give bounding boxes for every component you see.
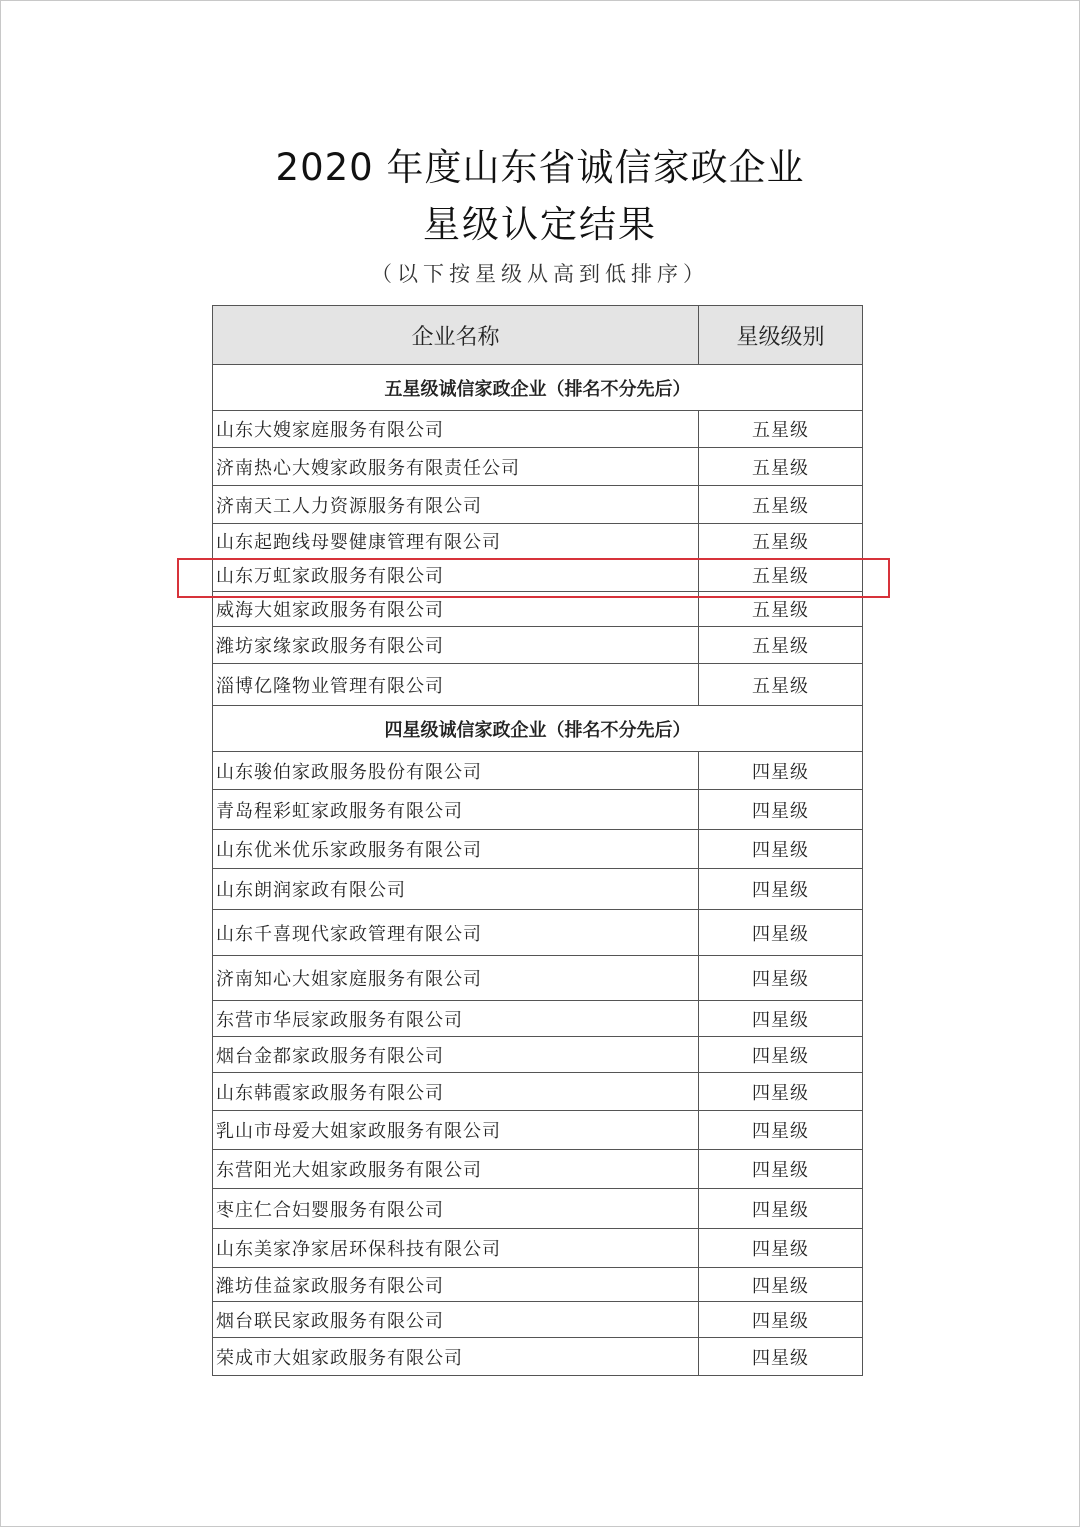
company-name-cell: 威海大姐家政服务有限公司 [213, 592, 699, 627]
star-level-cell: 五星级 [699, 524, 863, 559]
company-name-cell: 山东千喜现代家政管理有限公司 [213, 910, 699, 956]
company-name-cell: 东营阳光大姐家政服务有限公司 [213, 1150, 699, 1189]
company-name-cell: 山东朗润家政有限公司 [213, 869, 699, 910]
company-name-cell: 济南知心大姐家庭服务有限公司 [213, 956, 699, 1001]
star-level-cell: 四星级 [699, 830, 863, 869]
star-level-cell: 四星级 [699, 1229, 863, 1268]
document-subtitle: （以下按星级从高到低排序） [371, 262, 709, 286]
company-name-cell: 山东大嫂家庭服务有限公司 [213, 411, 699, 448]
star-level-cell: 五星级 [699, 486, 863, 524]
star-level-cell: 五星级 [699, 664, 863, 706]
five-star-section-row [213, 365, 863, 411]
table-row [213, 524, 863, 559]
company-name-cell: 山东美家净家居环保科技有限公司 [213, 1229, 699, 1268]
company-name-cell: 济南天工人力资源服务有限公司 [213, 486, 699, 524]
company-name-cell: 青岛程彩虹家政服务有限公司 [213, 790, 699, 830]
table-row [213, 1189, 863, 1229]
company-name-cell: 东营市华辰家政服务有限公司 [213, 1001, 699, 1037]
table-row [213, 956, 863, 1001]
company-name-cell: 荣成市大姐家政服务有限公司 [213, 1338, 699, 1376]
star-level-cell: 四星级 [699, 1111, 863, 1150]
company-name-cell: 山东韩霞家政服务有限公司 [213, 1073, 699, 1111]
star-level-cell: 五星级 [699, 592, 863, 627]
table-row [213, 869, 863, 910]
company-name-cell: 山东起跑线母婴健康管理有限公司 [213, 524, 699, 559]
table-row [213, 411, 863, 448]
section-title: 五星级诚信家政企业（排名不分先后） [213, 365, 863, 411]
company-name-cell: 烟台金都家政服务有限公司 [213, 1037, 699, 1073]
company-name-cell: 山东优米优乐家政服务有限公司 [213, 830, 699, 869]
star-level-cell: 四星级 [699, 790, 863, 830]
table-row [213, 664, 863, 706]
table-row [213, 1338, 863, 1376]
star-level-cell: 四星级 [699, 1302, 863, 1338]
table-row [213, 1001, 863, 1037]
document-title-line2: 星级认定结果 [423, 203, 657, 246]
four-star-section-row [213, 706, 863, 752]
star-level-cell: 五星级 [699, 559, 863, 592]
star-level-cell: 四星级 [699, 869, 863, 910]
star-level-cell: 四星级 [699, 1037, 863, 1073]
company-name-cell: 潍坊家缘家政服务有限公司 [213, 627, 699, 664]
company-name-cell: 烟台联民家政服务有限公司 [213, 1302, 699, 1338]
table-row [213, 486, 863, 524]
company-name-cell: 济南热心大嫂家政服务有限责任公司 [213, 448, 699, 486]
star-level-cell: 五星级 [699, 448, 863, 486]
company-name-cell: 山东骏伯家政服务股份有限公司 [213, 752, 699, 790]
star-level-cell: 四星级 [699, 752, 863, 790]
table-row [213, 1073, 863, 1111]
star-level-cell: 五星级 [699, 627, 863, 664]
star-level-cell: 四星级 [699, 1150, 863, 1189]
star-level-cell: 四星级 [699, 1189, 863, 1229]
table-row [213, 1037, 863, 1073]
table-row [213, 1302, 863, 1338]
company-name-cell: 淄博亿隆物业管理有限公司 [213, 664, 699, 706]
table-header-row [213, 306, 863, 365]
table-row [213, 448, 863, 486]
star-level-cell: 四星级 [699, 1338, 863, 1376]
table-row [213, 790, 863, 830]
highlight-box [177, 558, 890, 598]
company-name-cell: 潍坊佳益家政服务有限公司 [213, 1268, 699, 1302]
star-level-cell: 四星级 [699, 956, 863, 1001]
table-row [213, 1229, 863, 1268]
star-level-cell: 五星级 [699, 411, 863, 448]
table-row [213, 1268, 863, 1302]
star-level-cell: 四星级 [699, 1268, 863, 1302]
table-row [213, 910, 863, 956]
rating-table [212, 305, 863, 1376]
star-level-cell: 四星级 [699, 1001, 863, 1037]
table-row [213, 627, 863, 664]
header-star-level: 星级级别 [699, 306, 863, 365]
document-title-line1: 2020 年度山东省诚信家政企业 [275, 146, 805, 189]
company-name-cell: 乳山市母爱大姐家政服务有限公司 [213, 1111, 699, 1150]
star-level-cell: 四星级 [699, 910, 863, 956]
table-row [213, 752, 863, 790]
header-company-name: 企业名称 [213, 306, 699, 365]
company-name-cell: 枣庄仁合妇婴服务有限公司 [213, 1189, 699, 1229]
company-name-cell: 山东万虹家政服务有限公司 [213, 559, 699, 592]
section-title: 四星级诚信家政企业（排名不分先后） [213, 706, 863, 752]
star-level-cell: 四星级 [699, 1073, 863, 1111]
table-row [213, 830, 863, 869]
table-row [213, 1150, 863, 1189]
table-row [213, 1111, 863, 1150]
